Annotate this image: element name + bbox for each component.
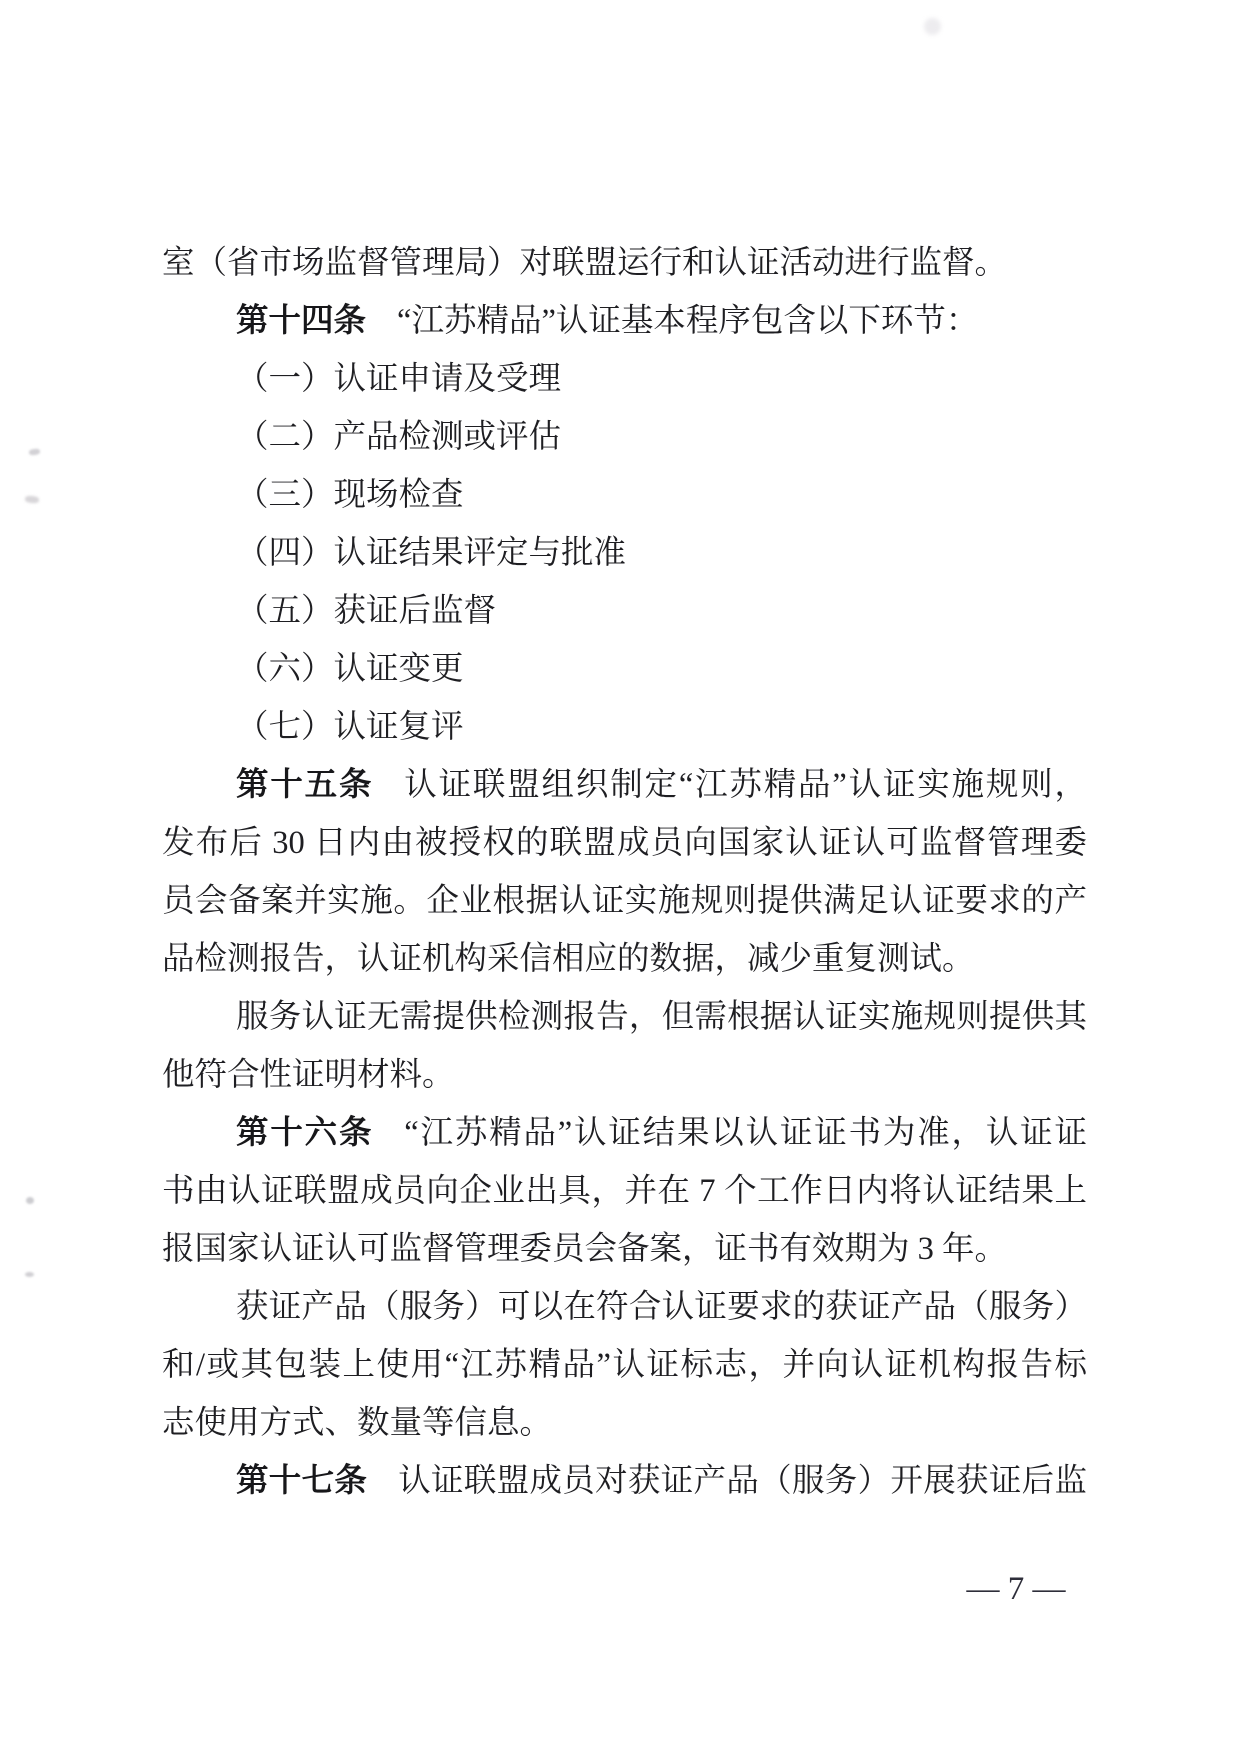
scan-speck-left-1 xyxy=(29,448,41,455)
text-line xyxy=(162,292,1087,350)
line-text: 员会备案并实施。企业根据认证实施规则提供满足认证要求的产 xyxy=(162,883,1087,919)
scan-speck-top-right xyxy=(924,18,941,35)
line-text: “江苏精品”认证基本程序包含以下环节： xyxy=(397,303,979,339)
text-line xyxy=(162,1278,1087,1336)
page-number: — 7 — xyxy=(966,1571,1066,1607)
text-line xyxy=(162,1220,1087,1278)
scan-speck-left-4 xyxy=(25,1272,34,1277)
line-text: 发布后 30 日内由被授权的联盟成员向国家认证认可监督管理委 xyxy=(162,825,1087,861)
line-text: （六）认证变更 xyxy=(236,651,464,687)
line-text: 认证联盟成员对获证产品（服务）开展获证后监 xyxy=(398,1463,1087,1499)
article-number: 第十六条 xyxy=(236,1115,374,1151)
text-line xyxy=(162,582,1087,640)
line-text: 他符合性证明材料。 xyxy=(162,1057,455,1093)
text-line xyxy=(162,1394,1087,1452)
line-text: （五）获证后监督 xyxy=(236,593,497,629)
line-text: （三）现场检查 xyxy=(236,477,464,513)
article-number: 第十四条 xyxy=(236,303,367,339)
article-number: 第十五条 xyxy=(236,767,374,803)
line-text: 品检测报告，认证机构采信相应的数据，减少重复测试。 xyxy=(162,941,975,977)
text-line xyxy=(162,466,1087,524)
text-line xyxy=(162,1452,1087,1510)
text-line xyxy=(162,234,1087,292)
text-line xyxy=(162,1104,1087,1162)
text-line xyxy=(162,988,1087,1046)
line-text: （一）认证申请及受理 xyxy=(236,361,562,397)
line-text: 获证产品（服务）可以在符合认证要求的获证产品（服务） xyxy=(236,1289,1087,1325)
text-line xyxy=(162,350,1087,408)
scan-speck-left-2 xyxy=(25,495,40,503)
line-text: 书由认证联盟成员向企业出具，并在 7 个工作日内将认证结果上 xyxy=(162,1173,1087,1209)
scan-speck-left-3 xyxy=(26,1197,34,1204)
line-text: 和/或其包装上使用“江苏精品”认证标志，并向认证机构报告标 xyxy=(162,1347,1087,1383)
line-text: 室（省市场监督管理局）对联盟运行和认证活动进行监督。 xyxy=(162,245,1008,281)
text-line xyxy=(162,1046,1087,1104)
text-line xyxy=(162,524,1087,582)
text-line xyxy=(162,698,1087,756)
line-text: （七）认证复评 xyxy=(236,709,464,745)
text-line xyxy=(162,1162,1087,1220)
line-text: “江苏精品”认证结果以认证证书为准，认证证 xyxy=(404,1115,1087,1151)
text-line xyxy=(162,930,1087,988)
line-text: 报国家认证认可监督管理委员会备案，证书有效期为 3 年。 xyxy=(162,1231,1008,1267)
article-number: 第十七条 xyxy=(236,1463,368,1499)
text-line xyxy=(162,1336,1087,1394)
text-line xyxy=(162,872,1087,930)
text-line xyxy=(162,756,1087,814)
line-text: 服务认证无需提供检测报告，但需根据认证实施规则提供其 xyxy=(236,999,1087,1035)
line-text: （四）认证结果评定与批准 xyxy=(236,535,627,571)
line-text: 志使用方式、数量等信息。 xyxy=(162,1405,553,1441)
line-text: 认证联盟组织制定“江苏精品”认证实施规则， xyxy=(404,767,1087,803)
text-line xyxy=(162,814,1087,872)
line-text: （二）产品检测或评估 xyxy=(236,419,562,455)
document-text xyxy=(162,234,1087,1510)
text-line xyxy=(162,640,1087,698)
text-line xyxy=(162,408,1087,466)
